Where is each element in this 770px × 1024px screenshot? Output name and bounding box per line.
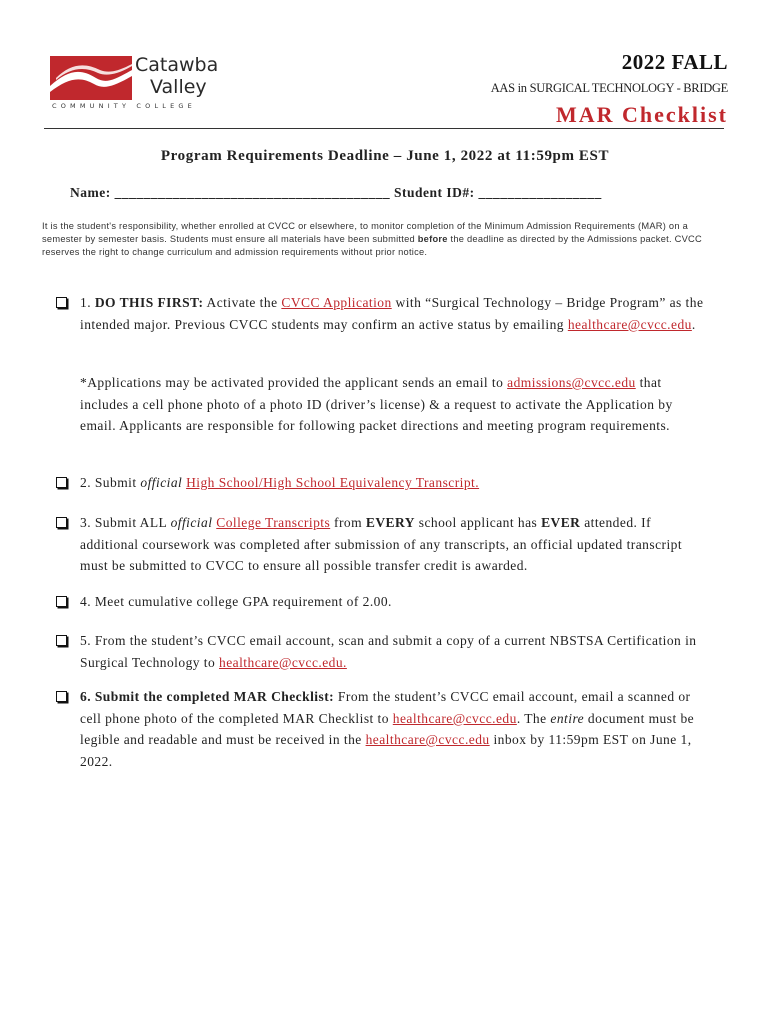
checklist-item-6: 6. Submit the completed MAR Checklist: From the student’s CVCC email account, email a scanned or cell phone photo of the completed MAR Checklist to healthcare@cvcc.edu. The entire document must be legible and readable and must be received in the healthcare@cvcc.edu inbox by 11:59pm EST on June 1, 2022. — [56, 686, 706, 772]
logo-community-college: COMMUNITY COLLEGE — [52, 102, 196, 110]
college-logo — [50, 52, 230, 114]
healthcare-email-link[interactable]: healthcare@cvcc.edu — [365, 732, 490, 747]
student-id-label: Student ID#: — [393, 185, 475, 200]
name-field[interactable]: ______________________________________ — [114, 185, 391, 200]
student-id-field[interactable]: _________________ — [478, 185, 602, 200]
logo-word-valley: Valley — [150, 76, 207, 98]
page-title: MAR Checklist — [555, 102, 728, 127]
checkbox-icon[interactable] — [56, 517, 67, 528]
checklist-item-5: 5. From the student’s CVCC email account, scan and submit a copy of a current NBSTSA Certification in Surgical Technology to healthcare@cvcc.edu. — [56, 630, 706, 673]
checkbox-icon[interactable] — [56, 691, 67, 702]
college-transcripts-link[interactable]: College Transcripts — [216, 515, 331, 530]
header-divider — [44, 128, 724, 129]
high-school-transcript-link[interactable]: High School/High School Equivalency Transcript. — [186, 475, 480, 490]
name-label: Name: — [70, 185, 111, 200]
checklist-item-2: 2. Submit official High School/High School Equivalency Transcript. — [56, 472, 706, 494]
checkbox-icon[interactable] — [56, 596, 67, 607]
checklist-item-4: 4. Meet cumulative college GPA requirement of 2.00. — [56, 591, 706, 613]
term-heading: 2022 FALL — [621, 50, 728, 74]
healthcare-email-link[interactable]: healthcare@cvcc.edu — [392, 710, 517, 726]
admissions-email-link[interactable]: admissions@cvcc.edu — [507, 375, 636, 390]
name-id-row — [70, 185, 602, 201]
deadline-heading: Program Requirements Deadline – June 1, 2022 at 11:59pm EST — [160, 148, 610, 164]
healthcare-email-link[interactable]: healthcare@cvcc.edu. — [219, 654, 347, 670]
cvcc-application-link[interactable]: CVCC Application — [281, 295, 392, 310]
intro-paragraph: It is the student's responsibility, whether enrolled at CVCC or elsewhere, to monitor completion of the Minimum Admission Requirements (MAR) on a semester by semester basis. Students must ensure all materials have been submitted before the deadline as directed by the Admissions packet. CVCC reserves the right to change curriculum and admission requirements without prior notice. — [42, 221, 702, 257]
checklist-item-1: 1. DO THIS FIRST: Activate the CVCC Application with “Surgical Technology – Bridge Program” as the intended major. Previous CVCC students may confirm an active status by emailing healthcare@cvcc.edu. — [56, 292, 706, 335]
checkbox-icon[interactable] — [56, 297, 67, 308]
checklist-item-3: 3. Submit ALL official College Transcripts from EVERY school applicant has EVER attended. If additional coursework was completed after submission of any transcripts, an official updated transcript must be submitted to CVCC to ensure all possible transfer credit is awarded. — [56, 512, 706, 577]
healthcare-email-link[interactable]: healthcare@cvcc.edu — [567, 316, 692, 332]
program-heading: AAS in SURGICAL TECHNOLOGY - BRIDGE — [490, 81, 728, 95]
checkbox-icon[interactable] — [56, 635, 67, 646]
checkbox-icon[interactable] — [56, 477, 67, 488]
mountain-logo-icon — [50, 56, 132, 100]
application-note: *Applications may be activated provided the applicant sends an email to admissions@cvcc.edu that includes a cell phone photo of a photo ID (driver’s license) & a request to activate the Application by email. Applicants are responsible for following packet directions and meeting program requirements. — [80, 375, 673, 433]
logo-word-catawba: Catawba — [135, 54, 219, 76]
